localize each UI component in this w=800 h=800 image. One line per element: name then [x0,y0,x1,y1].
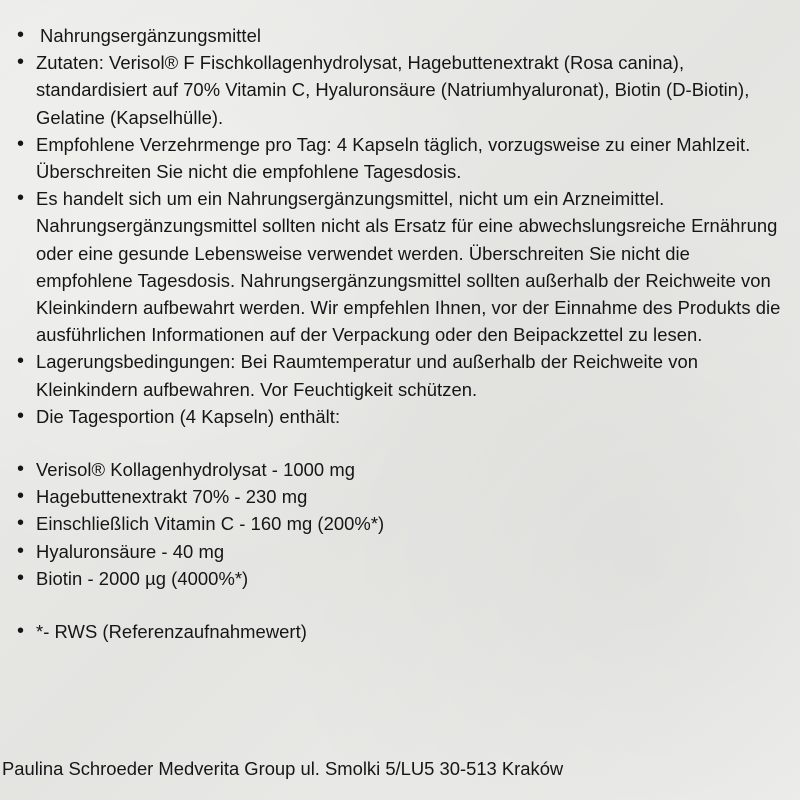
info-list [14,22,784,645]
list-item-footnote: • *- RWS (Referenzaufnahmewert) [14,618,784,645]
list-item-dosage: • Empfohlene Verzehrmenge pro Tag: 4 Kapseln täglich, vorzugsweise zu einer Mahlzeit. Überschreiten Sie nicht die empfohlene Tagesdosis. [14,131,784,185]
list-item-storage: • Lagerungsbedingungen: Bei Raumtemperatur und außerhalb der Reichweite von Kleinkindern aufbewahren. Vor Feuchtigkeit schützen. [14,348,784,402]
list-item-disclaimer: • Es handelt sich um ein Nahrungsergänzungsmittel, nicht um ein Arzneimittel. Nahrungsergänzungsmittel sollten nicht als Ersatz für eine abwechslungsreiche Ernährung oder eine gesunde Lebensweise verwendet werden. Überschreiten Sie nicht die empfohlene Tagesdosis. Nahrungsergänzungsmittel sollten außerhalb der Reichweite von Kleinkindern aufbewahrt werden. Wir empfehlen Ihnen, vor der Einnahme des Produkts die ausführlichen Informationen auf der Verpackung oder den Beipackzettel zu lesen. [14,185,784,348]
list-item-nutrient: • Biotin - 2000 µg (4000%*) [14,565,784,592]
list-item-ingredients: • Zutaten: Verisol® F Fischkollagenhydrolysat, Hagebuttenextrakt (Rosa canina), standardisiert auf 70% Vitamin C, Hyaluronsäure (Natriumhyaluronat), Biotin (D-Biotin), Gelatine (Kapselhülle). [14,49,784,131]
list-item-daily-portion: • Die Tagesportion (4 Kapseln) enthält: [14,403,784,430]
list-item-nutrient: • Hyaluronsäure - 40 mg [14,538,784,565]
list-item-nutrient: • Hagebuttenextrakt 70% - 230 mg [14,483,784,510]
list-item-title: • Nahrungsergänzungsmittel [14,22,784,49]
list-item-nutrient: • Verisol® Kollagenhydrolysat - 1000 mg [14,456,784,483]
list-item-nutrient: • Einschließlich Vitamin C - 160 mg (200%*) [14,510,784,537]
manufacturer-address: Paulina Schroeder Medverita Group ul. Smolki 5/LU5 30-513 Kraków [2,758,564,779]
